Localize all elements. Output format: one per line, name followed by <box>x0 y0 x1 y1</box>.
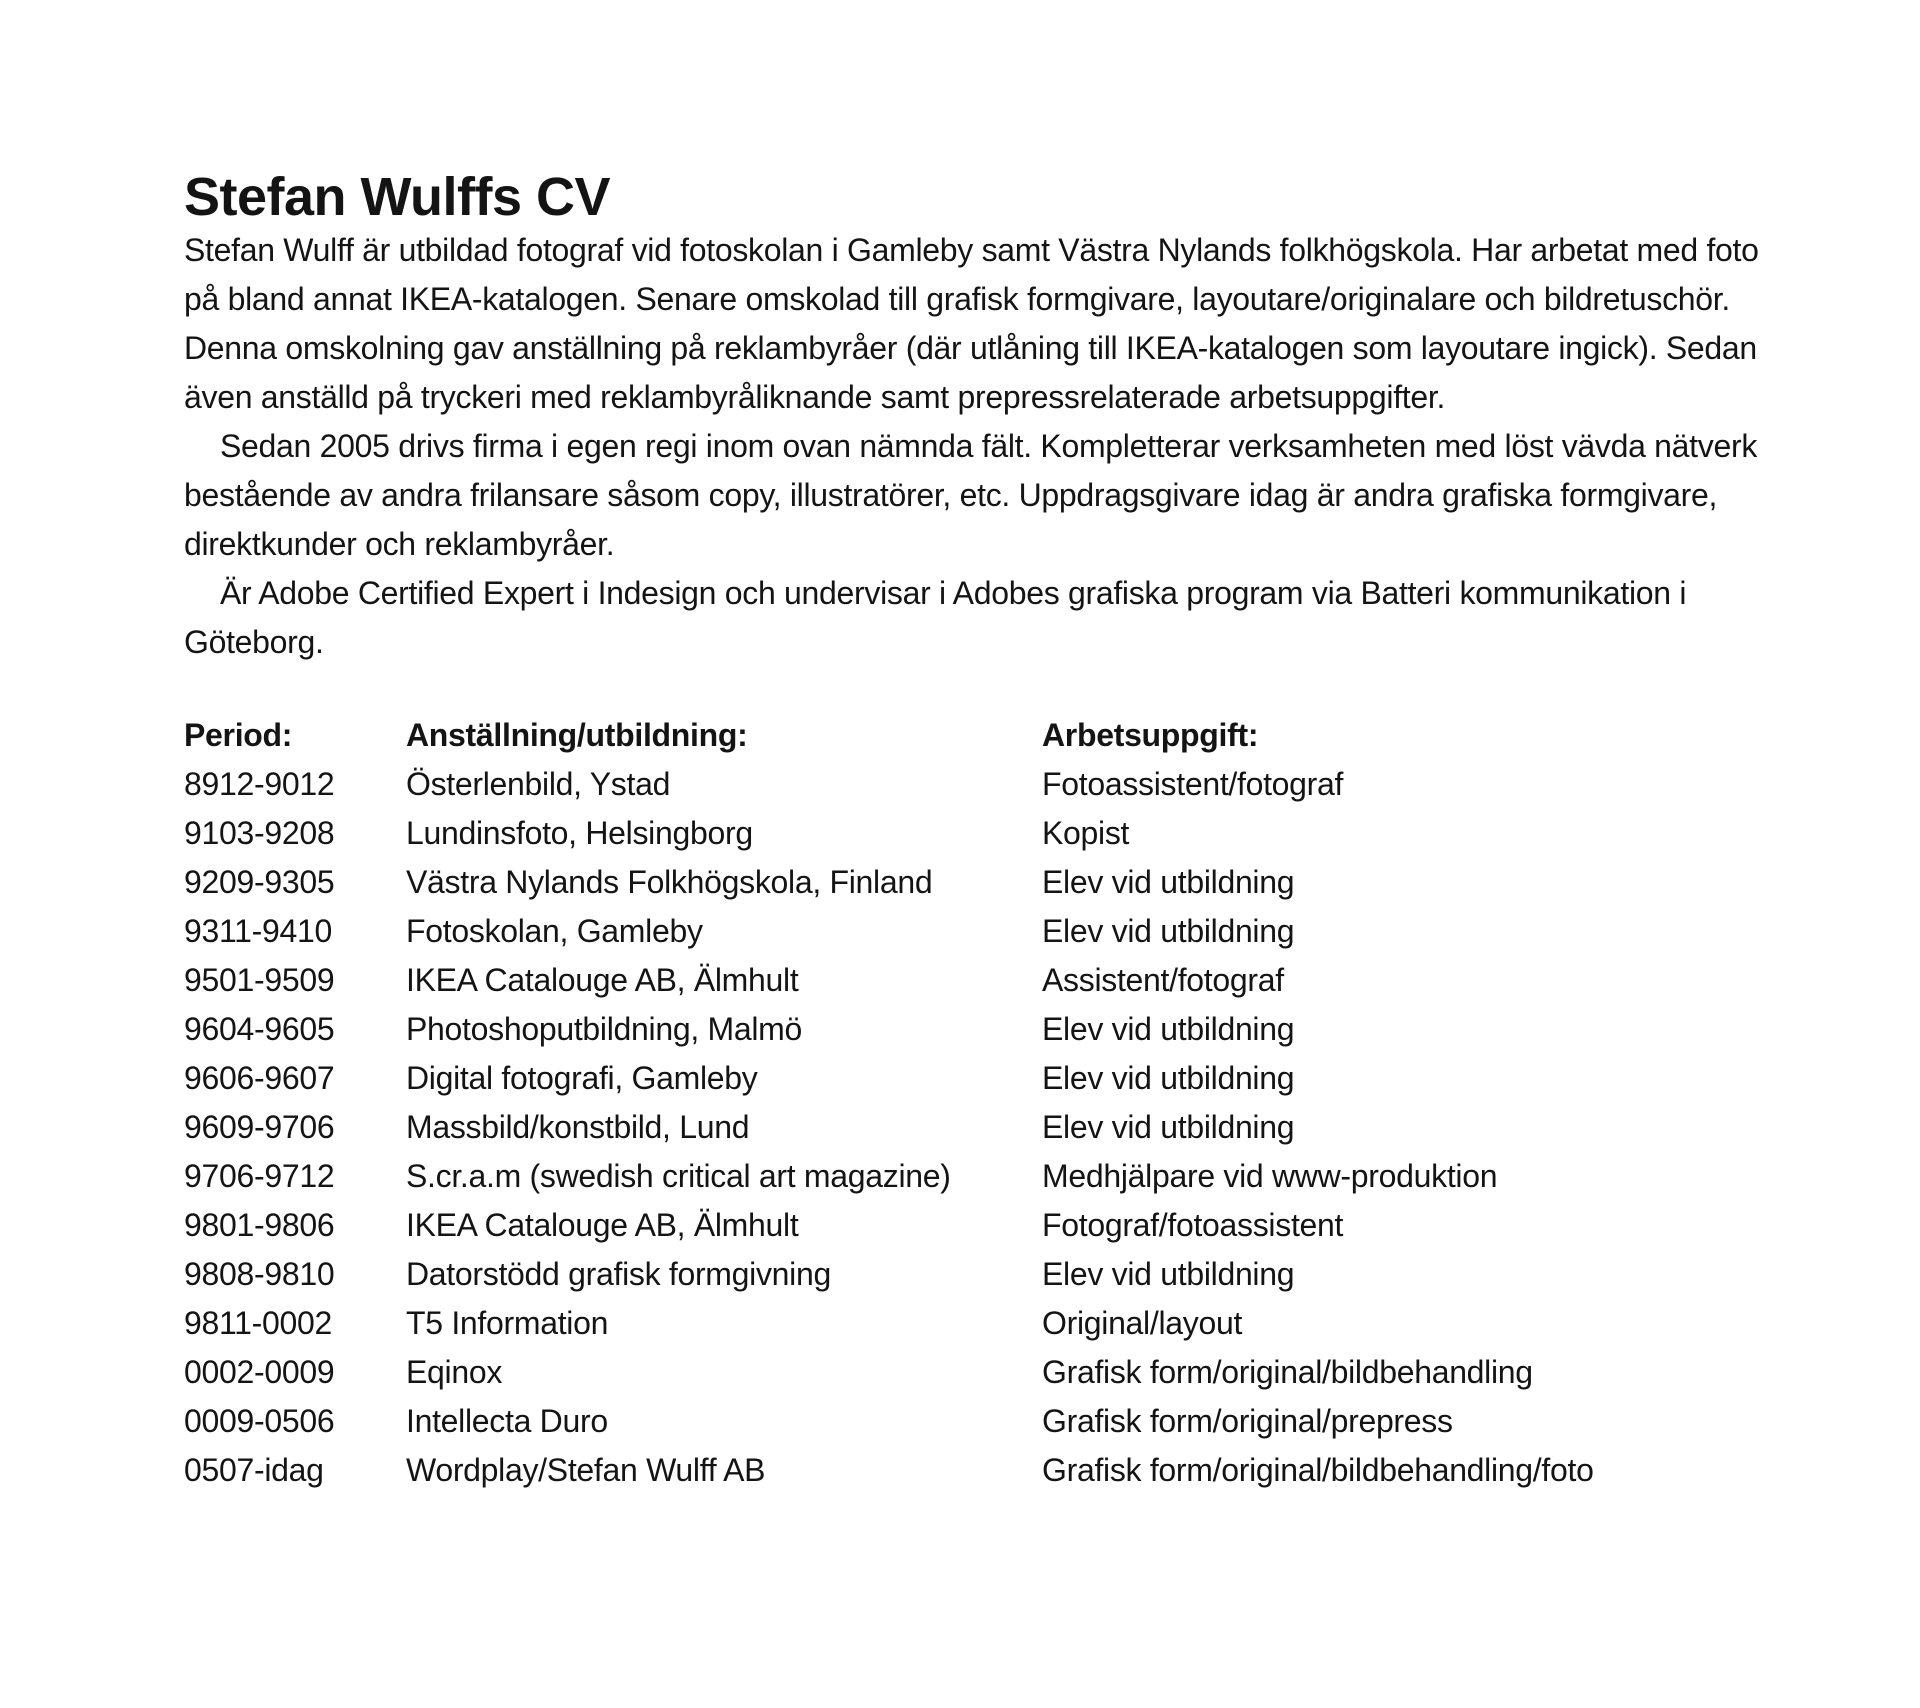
cell-period: 9706-9712 <box>184 1158 335 1194</box>
cell-period: 9209-9305 <box>184 864 335 900</box>
cv-document <box>184 168 1764 1495</box>
cell-employer: Intellecta Duro <box>406 1403 608 1439</box>
cell-period: 9811-0002 <box>184 1305 332 1341</box>
cell-period: 0507-idag <box>184 1452 324 1488</box>
intro-paragraph-3: Är Adobe Certified Expert i Indesign och undervisar i Adobes grafiska program via Batteri kommunikation i Göteborg. <box>184 575 1687 660</box>
table-row <box>184 1152 1762 1201</box>
cell-task: Kopist <box>1042 815 1130 851</box>
cell-period: 9103-9208 <box>184 815 335 851</box>
table-header-row <box>184 711 1762 760</box>
cell-task: Elev vid utbildning <box>1042 1060 1295 1096</box>
header-period: Period: <box>184 717 293 753</box>
table-row <box>184 907 1762 956</box>
cell-task: Elev vid utbildning <box>1042 913 1295 949</box>
cell-task: Elev vid utbildning <box>1042 1256 1295 1292</box>
table-row <box>184 1250 1762 1299</box>
table-row <box>184 1103 1762 1152</box>
cell-period: 9311-9410 <box>184 913 332 949</box>
cell-task: Elev vid utbildning <box>1042 1011 1295 1047</box>
cv-table <box>184 711 1762 1495</box>
table-row <box>184 1054 1762 1103</box>
cell-task: Original/layout <box>1042 1305 1243 1341</box>
table-row <box>184 1397 1762 1446</box>
cell-employer: Lundinsfoto, Helsingborg <box>406 815 753 851</box>
cell-employer: Datorstödd grafisk formgivning <box>406 1256 831 1292</box>
intro-text <box>184 226 1764 667</box>
cell-task: Grafisk form/original/bildbehandling <box>1042 1354 1533 1390</box>
table-body <box>184 760 1762 1495</box>
cell-task: Assistent/fotograf <box>1042 962 1284 998</box>
cell-period: 9808-9810 <box>184 1256 335 1292</box>
table-row <box>184 858 1762 907</box>
cell-employer: Massbild/konstbild, Lund <box>406 1109 750 1145</box>
cell-task: Grafisk form/original/prepress <box>1042 1403 1453 1439</box>
cell-task: Elev vid utbildning <box>1042 1109 1295 1145</box>
cell-period: 0009-0506 <box>184 1403 335 1439</box>
page-title: Stefan Wulffs CV <box>184 167 611 227</box>
table-row <box>184 1005 1762 1054</box>
cell-employer: Fotoskolan, Gamleby <box>406 913 703 949</box>
cell-period: 0002-0009 <box>184 1354 335 1390</box>
table-row <box>184 1446 1762 1495</box>
cell-employer: IKEA Catalouge AB, Älmhult <box>406 962 799 998</box>
cell-task: Fotoassistent/fotograf <box>1042 766 1344 802</box>
intro-paragraph-1: Stefan Wulff är utbildad fotograf vid fotoskolan i Gamleby samt Västra Nylands folkhögskola. Har arbetat med foto på bland annat IKEA-katalogen. Senare omskolad till grafisk formgivare, layoutare/originalare och bildretuschör. Denna omskolning gav anställning på reklambyråer (där utlåning till IKEA-katalogen som layoutare ingick). Sedan även anställd på tryckeri med reklambyråliknande samt prepressrelaterade arbetsuppgifter. <box>184 232 1759 415</box>
cell-task: Elev vid utbildning <box>1042 864 1295 900</box>
header-task: Arbetsuppgift: <box>1042 717 1259 753</box>
cell-task: Medhjälpare vid www-produktion <box>1042 1158 1498 1194</box>
table-row <box>184 1201 1762 1250</box>
table-row <box>184 760 1762 809</box>
cell-employer: Västra Nylands Folkhögskola, Finland <box>406 864 933 900</box>
table-row <box>184 1299 1762 1348</box>
cell-employer: S.cr.a.m (swedish critical art magazine) <box>406 1158 951 1194</box>
intro-paragraph-2: Sedan 2005 drivs firma i egen regi inom ovan nämnda fält. Kompletterar verksamheten med löst vävda nätverk bestående av andra frilansare såsom copy, illustratörer, etc. Uppdragsgivare idag är andra grafiska formgivare, direktkunder och reklambyråer. <box>184 428 1758 562</box>
table-row <box>184 809 1762 858</box>
cell-employer: IKEA Catalouge AB, Älmhult <box>406 1207 799 1243</box>
cell-period: 9604-9605 <box>184 1011 335 1047</box>
cell-employer: Photoshoputbildning, Malmö <box>406 1011 803 1047</box>
cell-employer: Österlenbild, Ystad <box>406 766 671 802</box>
cell-employer: Digital fotografi, Gamleby <box>406 1060 758 1096</box>
table-row <box>184 956 1762 1005</box>
cell-period: 9501-9509 <box>184 962 335 998</box>
cell-period: 9609-9706 <box>184 1109 335 1145</box>
cell-task: Fotograf/fotoassistent <box>1042 1207 1344 1243</box>
table-row <box>184 1348 1762 1397</box>
cell-period: 9606-9607 <box>184 1060 335 1096</box>
header-employer: Anställning/utbildning: <box>406 717 748 753</box>
cell-period: 9801-9806 <box>184 1207 335 1243</box>
cell-task: Grafisk form/original/bildbehandling/foto <box>1042 1452 1594 1488</box>
cell-period: 8912-9012 <box>184 766 335 802</box>
cell-employer: T5 Information <box>406 1305 609 1341</box>
cell-employer: Eqinox <box>406 1354 503 1390</box>
cell-employer: Wordplay/Stefan Wulff AB <box>406 1452 766 1488</box>
